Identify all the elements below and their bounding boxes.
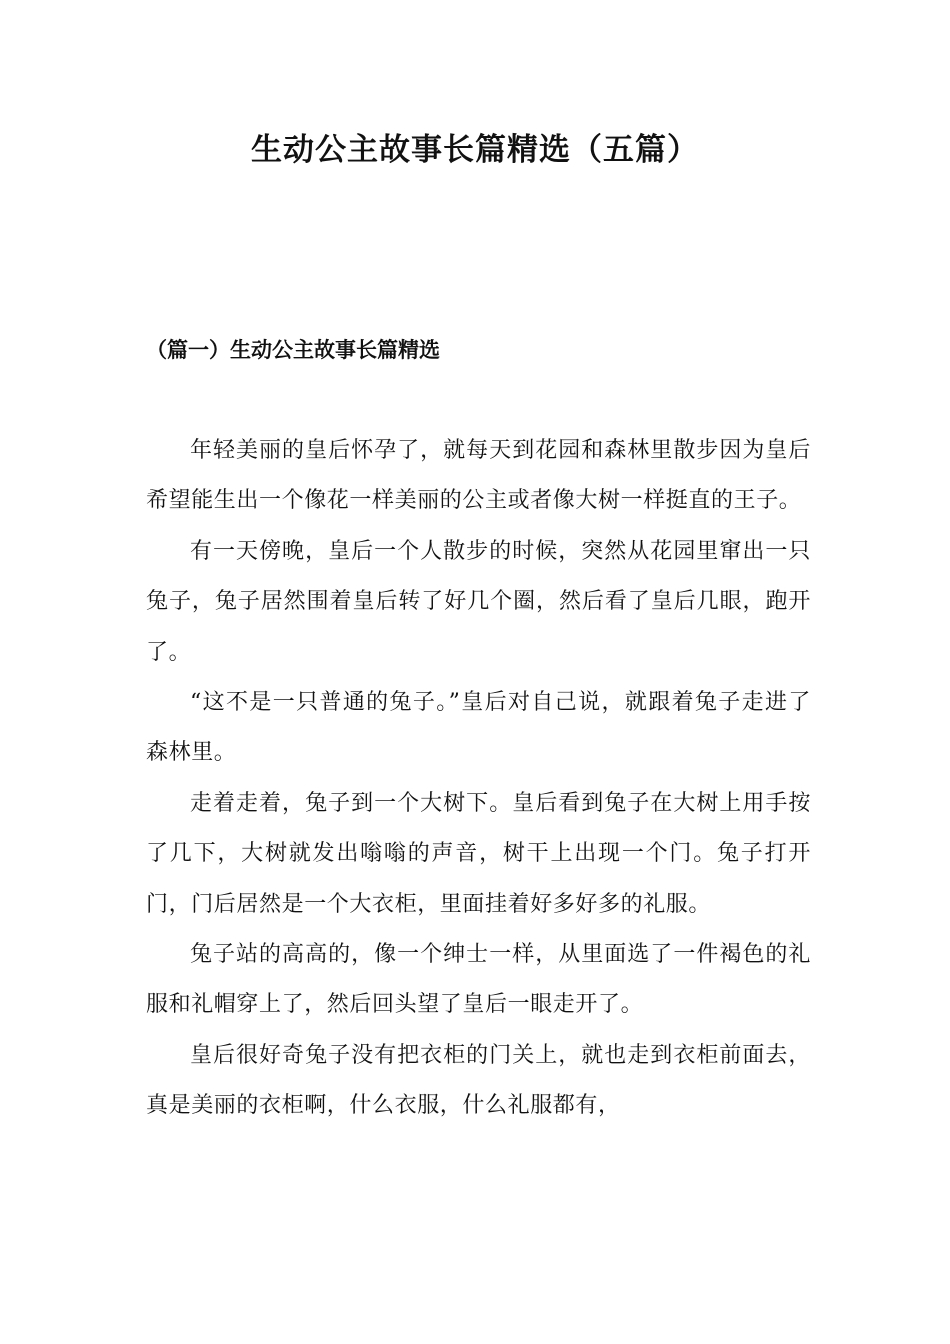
story-paragraph: 年轻美丽的皇后怀孕了，就每天到花园和森林里散步因为皇后希望能生出一个像花一样美丽的公主或者像大树一样挺直的王子。: [146, 438, 811, 514]
story-paragraph: 兔子站的高高的，像一个绅士一样，从里面选了一件褐色的礼服和礼帽穿上了，然后回头望了皇后一眼走开了。: [146, 942, 811, 1018]
section-heading: （篇一）生动公主故事长篇精选: [146, 337, 440, 362]
story-paragraph: 走着走着，兔子到一个大树下。皇后看到兔子在大树上用手按了几下，大树就发出嗡嗡的声音，树干上出现一个门。兔子打开门，门后居然是一个大衣柜，里面挂着好多好多的礼服。: [146, 790, 811, 917]
story-body: [146, 426, 811, 1132]
story-paragraph: 皇后很好奇兔子没有把衣柜的门关上，就也走到衣柜前面去，真是美丽的衣柜啊，什么衣服，什么礼服都有，: [146, 1042, 811, 1119]
story-paragraph: 有一天傍晚，皇后一个人散步的时候，突然从花园里窜出一只兔子，兔子居然围着皇后转了好几个圈，然后看了皇后几眼，跑开了。: [146, 538, 811, 665]
document-title: 生动公主故事长篇精选（五篇）: [251, 132, 699, 168]
story-paragraph: “这不是一只普通的兔子。”皇后对自己说，就跟着兔子走进了森林里。: [146, 690, 811, 766]
